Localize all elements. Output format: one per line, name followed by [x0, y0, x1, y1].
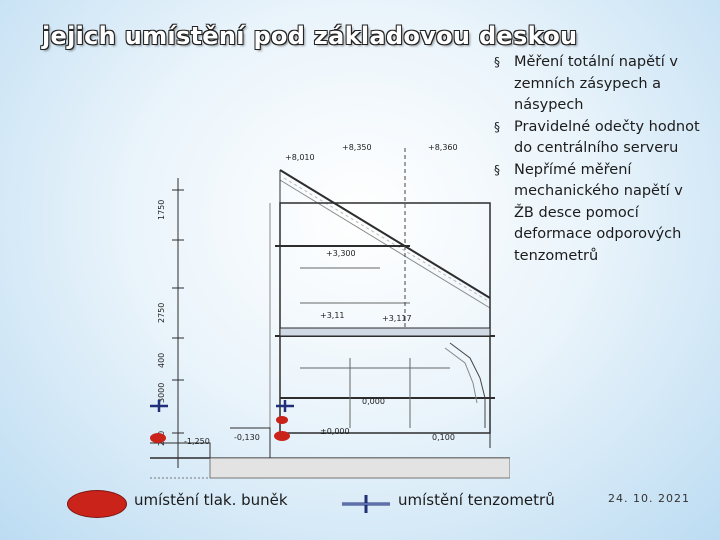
- level-label: 0,100: [432, 433, 455, 442]
- pressure-cell-legend-icon: [67, 490, 127, 518]
- building-section-drawing: [150, 128, 510, 508]
- bullet-marker: §: [494, 55, 500, 69]
- strain-gauge-legend-icon: [340, 492, 392, 516]
- level-label: -1,250: [184, 437, 210, 446]
- level-label: +8,350: [342, 143, 372, 152]
- bullet-marker: §: [494, 119, 500, 134]
- bullet-text: Nepřímé měření mechanického napětí v ŽB desce pomocí deformace odporových tenzometrů: [514, 161, 683, 264]
- level-label: +8,360: [428, 143, 458, 152]
- level-label: +3,11: [320, 311, 345, 320]
- bullet-text: Pravidelné odečty hodnot do centrálního serveru: [514, 118, 700, 156]
- pressure-cell-markers: [150, 416, 290, 443]
- bullet-text: Měření totální napětí v zemních zásypech a násypech: [514, 54, 678, 113]
- slide-date: 24. 10. 2021: [608, 492, 690, 505]
- strain-gauge-markers: [150, 400, 294, 412]
- pressure-cell: [150, 433, 166, 443]
- level-label: ±0,000: [320, 427, 350, 436]
- level-label: +8,010: [285, 153, 315, 162]
- dimension-label: 1750: [157, 199, 166, 220]
- strain-gauge: [276, 400, 294, 412]
- pressure-cell: [276, 416, 288, 424]
- bullet-item: [492, 160, 707, 268]
- level-label: +3,300: [326, 249, 356, 258]
- level-label: 0,000: [362, 397, 385, 406]
- level-label: +3,117: [382, 314, 412, 323]
- legend-strain-gauges: umístění tenzometrů: [398, 491, 555, 509]
- bullet-item: [492, 52, 707, 117]
- page-title: jejich umístění pod základovou deskou: [42, 22, 578, 50]
- dimension-label: 2750: [157, 302, 166, 323]
- dimension-label: 3000: [157, 382, 166, 403]
- level-label: -0,130: [234, 433, 260, 442]
- bullet-item: [492, 117, 707, 160]
- legend-pressure-cells: umístění tlak. buněk: [134, 491, 288, 509]
- pressure-cell: [274, 431, 290, 441]
- bullet-list: [492, 52, 707, 267]
- dimension-label: 400: [157, 352, 166, 368]
- bullet-marker: §: [494, 162, 500, 177]
